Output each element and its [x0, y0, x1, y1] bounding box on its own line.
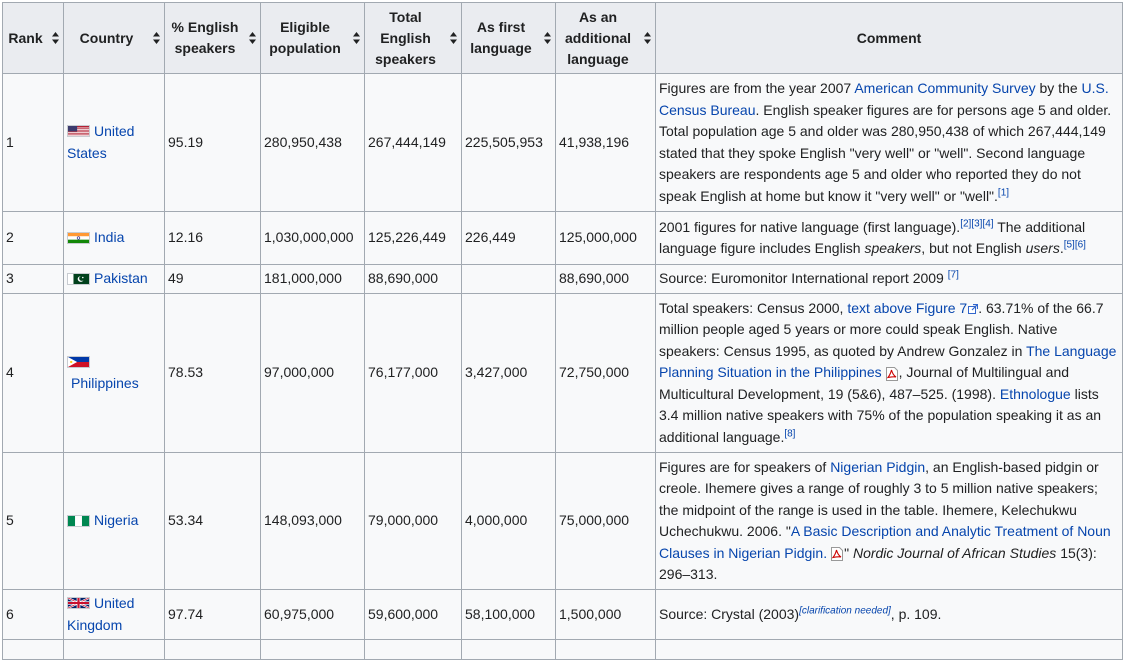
clarification-needed-link[interactable]: [clarification needed]: [799, 605, 891, 617]
flag-philippines-icon: [67, 356, 90, 368]
comment-text: 15(3): 296–313.: [659, 544, 1097, 582]
english-speakers-table: [2, 2, 1123, 660]
reference-link[interactable]: [4]: [982, 217, 994, 229]
country-link-india[interactable]: India: [94, 229, 125, 246]
comment-text: . English speaker figures are for persons age 5 and older. Total population age 5 and older was 280,950,438 of which 267,444,149 stated that they spoke English "very well" or "well". Second language speakers are respondents age 5 and older who reported they do not speak English at home but know it "very well" or "well".: [659, 101, 1112, 204]
country-cell: [64, 74, 165, 212]
comment-text: , but not English: [921, 240, 1026, 256]
col-header-label: Comment: [856, 29, 922, 46]
reference-link[interactable]: [3]: [971, 217, 983, 229]
country-link-pakistan[interactable]: Pakistan: [94, 270, 148, 287]
eligible-cell: 181,000,000: [261, 265, 365, 294]
pct-cell: 49: [165, 265, 261, 294]
eligible-cell: 97,000,000: [261, 294, 365, 453]
comment-text: , p. 109.: [890, 605, 942, 622]
additional-language-cell: [556, 640, 656, 660]
col-header-label: % English speakers: [171, 19, 239, 56]
comment-italic: speakers: [864, 240, 922, 256]
language-planning-link[interactable]: The Language Planning Situation in the Philippines: [659, 342, 1117, 381]
comment-cell: [656, 265, 1123, 294]
pct-cell: 97.74: [165, 590, 261, 640]
pdf-icon: [830, 547, 844, 561]
rank-cell: 2: [3, 212, 64, 265]
total-cell: [365, 640, 462, 660]
additional-language-cell: 88,690,000: [556, 265, 656, 294]
flag-pakistan-icon: [67, 273, 90, 285]
total-cell: 267,444,149: [365, 74, 462, 212]
sort-arrows-icon[interactable]: [450, 31, 457, 45]
first-language-cell: 225,505,953: [462, 74, 556, 212]
col-header-first[interactable]: [462, 3, 556, 74]
flag-nigeria-icon: [67, 515, 90, 527]
pdf-icon: [885, 367, 899, 381]
table-row: [3, 640, 1123, 660]
flag-india-icon: [67, 232, 90, 244]
col-header-total[interactable]: [365, 3, 462, 74]
additional-language-cell: 41,938,196: [556, 74, 656, 212]
sort-arrows-icon[interactable]: [249, 31, 256, 45]
rank-cell: 5: [3, 453, 64, 590]
rank-cell: 6: [3, 590, 64, 640]
comment-text: Figures are for speakers of: [659, 458, 831, 475]
comment-cell: [656, 453, 1123, 590]
col-header-label: Total English speakers: [375, 8, 436, 67]
comment-text: by the: [1035, 80, 1082, 96]
additional-language-cell: 72,750,000: [556, 294, 656, 453]
sort-arrows-icon[interactable]: [153, 31, 160, 45]
eligible-cell: 60,975,000: [261, 590, 365, 640]
comment-cell: [656, 640, 1123, 660]
header-row: [3, 3, 1123, 74]
first-language-cell: [462, 640, 556, 660]
table-row: [3, 265, 1123, 294]
first-language-cell: 3,427,000: [462, 294, 556, 453]
reference: [998, 187, 1009, 198]
col-header-label: Country: [79, 29, 134, 46]
reference: [784, 428, 795, 439]
reference: [948, 270, 959, 281]
comment-text: , Journal of Multilingual and Multicultural Development, 19 (5&6), 487–525. (1998).: [659, 364, 1070, 402]
country-cell: [64, 265, 165, 294]
comment-cell: [656, 294, 1123, 453]
total-cell: 88,690,000: [365, 265, 462, 294]
table-row: [3, 212, 1123, 265]
reference-link[interactable]: [5]: [1063, 239, 1075, 251]
first-language-cell: [462, 265, 556, 294]
country-link-united-states[interactable]: United States: [67, 123, 135, 161]
additional-language-cell: 1,500,000: [556, 590, 656, 640]
reference: [1064, 239, 1086, 250]
col-header-pct[interactable]: [165, 3, 261, 74]
comment-text: lists 3.4 million native speakers with 75% of the population speaking it as an additional language.: [659, 385, 1102, 445]
rank-cell: [3, 640, 64, 660]
col-header-comment: [656, 3, 1123, 74]
country-cell: [64, 294, 165, 453]
eligible-cell: 148,093,000: [261, 453, 365, 590]
table-row: [3, 590, 1123, 640]
total-cell: 76,177,000: [365, 294, 462, 453]
reference-link[interactable]: [6]: [1074, 239, 1086, 251]
pct-cell: 78.53: [165, 294, 261, 453]
eligible-cell: 1,030,000,000: [261, 212, 365, 265]
ethnologue-link[interactable]: Ethnologue: [999, 385, 1071, 402]
census-bureau-link[interactable]: U.S. Census Bureau: [659, 80, 1109, 118]
country-cell: [64, 453, 165, 590]
external-link-icon: [968, 304, 978, 314]
pct-cell: [165, 640, 261, 660]
rank-cell: 3: [3, 265, 64, 294]
comment-text: Source: Euromonitor International report 2009: [659, 270, 948, 287]
col-header-additional[interactable]: [556, 3, 656, 74]
reference-link[interactable]: [2]: [960, 217, 972, 229]
sort-arrows-icon[interactable]: [544, 31, 551, 45]
country-link-united-kingdom[interactable]: United Kingdom: [67, 595, 135, 633]
pct-cell: 95.19: [165, 74, 261, 212]
col-header-rank[interactable]: [3, 3, 64, 74]
sort-arrows-icon[interactable]: [52, 31, 59, 45]
comment-italic: users: [1025, 240, 1060, 256]
reference-link[interactable]: [7]: [947, 269, 959, 281]
comment-cell: [656, 74, 1123, 212]
country-cell: [64, 212, 165, 265]
nigerian-pidgin-link[interactable]: Nigerian Pidgin: [830, 458, 926, 475]
comment-text: , an English-based pidgin or creole. Ihemere gives a range of roughly 3 to 5 million native speakers; the midpoint of the range is used in the table. Ihemere, Kelechukwu Uchechukwu. 2006. ": [659, 458, 1099, 539]
total-cell: 125,226,449: [365, 212, 462, 265]
comment-text: .: [1059, 240, 1064, 256]
pct-cell: 12.16: [165, 212, 261, 265]
pct-cell: 53.34: [165, 453, 261, 590]
comment-text: Figures are from the year 2007: [659, 80, 855, 96]
country-cell: [64, 590, 165, 640]
col-header-label: Eligible population: [269, 19, 341, 56]
comment-cell: [656, 212, 1123, 265]
noun-clauses-link[interactable]: A Basic Description and Analytic Treatment of Noun Clauses in Nigerian Pidgin.: [659, 523, 1111, 561]
table-row: [3, 74, 1123, 212]
country-link-philippines[interactable]: Philippines: [71, 375, 139, 391]
first-language-cell: 58,100,000: [462, 590, 556, 640]
table-row: [3, 453, 1123, 590]
acs-link[interactable]: American Community Survey: [854, 80, 1036, 96]
reference: [960, 218, 993, 229]
col-header-label: As an additional language: [564, 8, 632, 67]
comment-text: Total speakers: Census 2000,: [659, 299, 848, 316]
comment-text: 2001 figures for native language (first language).: [659, 218, 961, 235]
total-cell: 59,600,000: [365, 590, 462, 640]
additional-language-cell: 75,000,000: [556, 453, 656, 590]
rank-cell: 4: [3, 294, 64, 453]
country-cell: [64, 640, 165, 660]
table-row: [3, 294, 1123, 453]
col-header-country[interactable]: [64, 3, 165, 74]
comment-text: Source: Crystal (2003): [659, 605, 800, 622]
col-header-label: Rank: [8, 29, 43, 46]
rank-cell: 1: [3, 74, 64, 212]
first-language-cell: 226,449: [462, 212, 556, 265]
reference-link[interactable]: [8]: [784, 428, 796, 440]
sort-arrows-icon[interactable]: [353, 31, 360, 45]
eligible-cell: 280,950,438: [261, 74, 365, 212]
comment-cell: [656, 590, 1123, 640]
col-header-eligible[interactable]: [261, 3, 365, 74]
flag-usa-icon: [67, 125, 90, 137]
comment-text: The additional language figure includes English: [659, 218, 1086, 256]
comment-text: . 63.71% of the 66.7 million people aged 5 years or more could speak English. Native speakers: Census 1995, as quoted by Andrew Gonzalez in: [659, 299, 1104, 359]
eligible-cell: [261, 640, 365, 660]
flag-uk-icon: [67, 597, 90, 609]
col-header-label: As first language: [470, 19, 532, 56]
comment-italic: Nordic Journal of African Studies: [852, 544, 1057, 561]
clarification-needed: [799, 605, 891, 616]
comment-text: ": [844, 544, 853, 561]
reference-link[interactable]: [1]: [997, 186, 1010, 198]
sort-arrows-icon[interactable]: [644, 31, 651, 45]
total-cell: 79,000,000: [365, 453, 462, 590]
first-language-cell: 4,000,000: [462, 453, 556, 590]
country-link-nigeria[interactable]: Nigeria: [94, 512, 139, 529]
census-figure-link[interactable]: text above Figure 7: [847, 299, 968, 316]
additional-language-cell: 125,000,000: [556, 212, 656, 265]
